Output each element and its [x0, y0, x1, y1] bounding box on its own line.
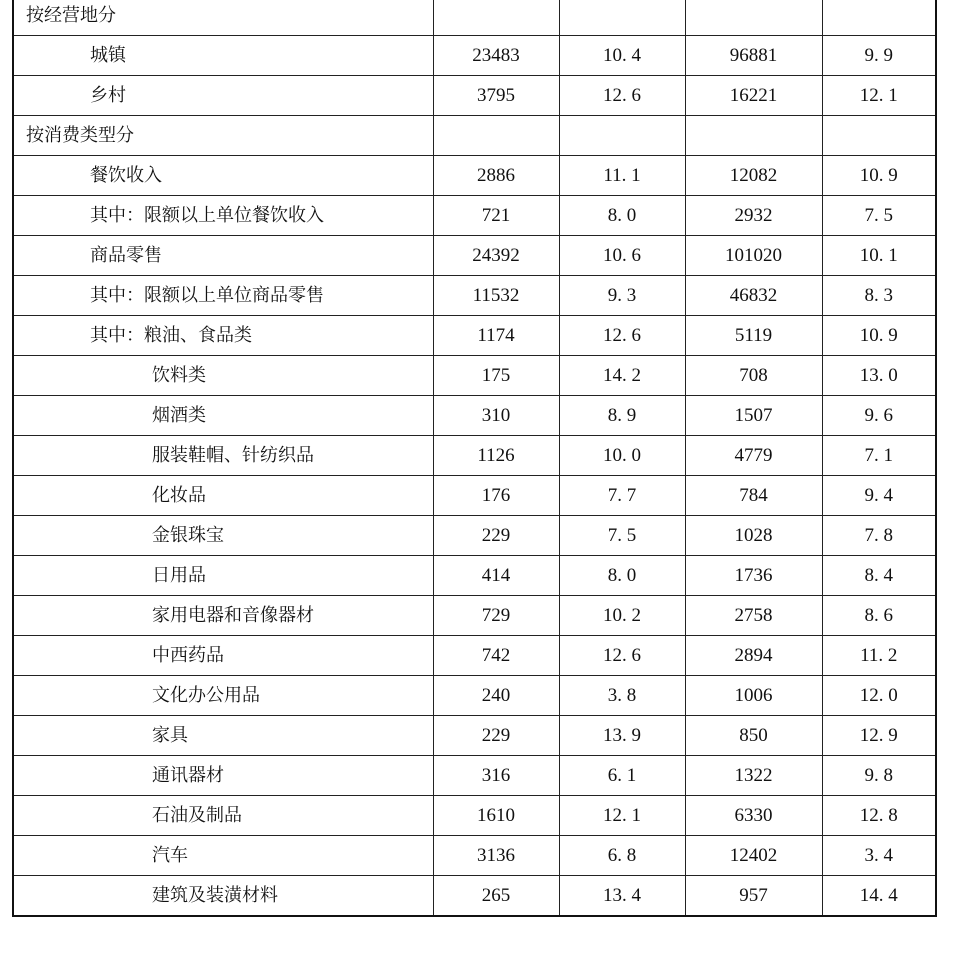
value-cell-col3: 5119 [685, 316, 822, 356]
value-cell-col2: 7. 5 [559, 516, 685, 556]
value-cell-col4: 9. 6 [822, 396, 936, 436]
table-row [13, 36, 936, 76]
table-row [13, 156, 936, 196]
table-row [13, 756, 936, 796]
value-cell-col1: 2886 [433, 156, 559, 196]
value-cell-col1: 310 [433, 396, 559, 436]
value-cell-col3: 12402 [685, 836, 822, 876]
value-cell-col1: 414 [433, 556, 559, 596]
value-cell-col2: 13. 9 [559, 716, 685, 756]
value-cell-col2: 12. 6 [559, 316, 685, 356]
value-cell-col3: 850 [685, 716, 822, 756]
row-label: 其中：限额以上单位餐饮收入 [13, 196, 433, 236]
value-cell-col4: 12. 1 [822, 76, 936, 116]
value-cell-col1: 3795 [433, 76, 559, 116]
value-cell-col4: 12. 8 [822, 796, 936, 836]
value-cell-col1: 11532 [433, 276, 559, 316]
table-row [13, 316, 936, 356]
statistics-table [12, 0, 937, 917]
value-cell-col3: 16221 [685, 76, 822, 116]
table-row [13, 0, 936, 36]
row-label: 文化办公用品 [13, 676, 433, 716]
value-cell-col2: 12. 6 [559, 76, 685, 116]
row-label: 化妆品 [13, 476, 433, 516]
value-cell-col2: 8. 0 [559, 196, 685, 236]
table-row [13, 716, 936, 756]
value-cell-col4: 12. 9 [822, 716, 936, 756]
value-cell-col2: 11. 1 [559, 156, 685, 196]
value-cell-col1: 1126 [433, 436, 559, 476]
value-cell-col2: 10. 2 [559, 596, 685, 636]
table-row [13, 556, 936, 596]
table-row [13, 396, 936, 436]
row-label: 餐饮收入 [13, 156, 433, 196]
value-cell-col4 [822, 116, 936, 156]
value-cell-col3: 2894 [685, 636, 822, 676]
value-cell-col3: 101020 [685, 236, 822, 276]
table-row [13, 236, 936, 276]
table-row [13, 196, 936, 236]
value-cell-col2: 7. 7 [559, 476, 685, 516]
value-cell-col1: 175 [433, 356, 559, 396]
row-label: 按消费类型分 [13, 116, 433, 156]
value-cell-col2: 9. 3 [559, 276, 685, 316]
row-label: 饮料类 [13, 356, 433, 396]
value-cell-col3: 46832 [685, 276, 822, 316]
row-label: 商品零售 [13, 236, 433, 276]
table-body [13, 0, 936, 916]
row-label: 金银珠宝 [13, 516, 433, 556]
row-label: 其中：粮油、食品类 [13, 316, 433, 356]
row-label: 烟酒类 [13, 396, 433, 436]
value-cell-col1 [433, 0, 559, 36]
value-cell-col3 [685, 0, 822, 36]
table-row [13, 116, 936, 156]
value-cell-col2: 3. 8 [559, 676, 685, 716]
table-row [13, 796, 936, 836]
value-cell-col1: 1610 [433, 796, 559, 836]
row-label: 按经营地分 [13, 0, 433, 36]
value-cell-col4: 9. 8 [822, 756, 936, 796]
value-cell-col4: 11. 2 [822, 636, 936, 676]
value-cell-col1: 3136 [433, 836, 559, 876]
value-cell-col2: 13. 4 [559, 876, 685, 917]
value-cell-col3: 1736 [685, 556, 822, 596]
table-row [13, 636, 936, 676]
value-cell-col2 [559, 0, 685, 36]
value-cell-col3: 957 [685, 876, 822, 917]
value-cell-col3 [685, 116, 822, 156]
table-row [13, 436, 936, 476]
value-cell-col2: 12. 6 [559, 636, 685, 676]
value-cell-col2: 6. 1 [559, 756, 685, 796]
table-row [13, 516, 936, 556]
value-cell-col1: 23483 [433, 36, 559, 76]
value-cell-col1: 229 [433, 516, 559, 556]
row-label: 家具 [13, 716, 433, 756]
value-cell-col4: 12. 0 [822, 676, 936, 716]
table-row [13, 676, 936, 716]
value-cell-col2: 6. 8 [559, 836, 685, 876]
value-cell-col1: 721 [433, 196, 559, 236]
row-label: 城镇 [13, 36, 433, 76]
table-row [13, 356, 936, 396]
row-label: 服装鞋帽、针纺织品 [13, 436, 433, 476]
value-cell-col4: 8. 4 [822, 556, 936, 596]
value-cell-col2 [559, 116, 685, 156]
table-row [13, 476, 936, 516]
value-cell-col3: 96881 [685, 36, 822, 76]
value-cell-col4: 10. 9 [822, 316, 936, 356]
value-cell-col4: 8. 6 [822, 596, 936, 636]
row-label: 家用电器和音像器材 [13, 596, 433, 636]
value-cell-col1: 265 [433, 876, 559, 917]
value-cell-col4: 7. 8 [822, 516, 936, 556]
value-cell-col1: 229 [433, 716, 559, 756]
value-cell-col3: 1322 [685, 756, 822, 796]
value-cell-col2: 10. 6 [559, 236, 685, 276]
value-cell-col1: 176 [433, 476, 559, 516]
value-cell-col3: 2932 [685, 196, 822, 236]
value-cell-col1: 729 [433, 596, 559, 636]
value-cell-col3: 1028 [685, 516, 822, 556]
row-label: 乡村 [13, 76, 433, 116]
value-cell-col2: 10. 0 [559, 436, 685, 476]
row-label: 中西药品 [13, 636, 433, 676]
table-row [13, 596, 936, 636]
value-cell-col2: 14. 2 [559, 356, 685, 396]
value-cell-col3: 2758 [685, 596, 822, 636]
value-cell-col4: 9. 9 [822, 36, 936, 76]
table-row [13, 76, 936, 116]
table-row [13, 876, 936, 917]
value-cell-col1: 1174 [433, 316, 559, 356]
row-label: 建筑及装潢材料 [13, 876, 433, 917]
value-cell-col2: 10. 4 [559, 36, 685, 76]
value-cell-col1: 742 [433, 636, 559, 676]
value-cell-col3: 4779 [685, 436, 822, 476]
value-cell-col4: 9. 4 [822, 476, 936, 516]
value-cell-col4: 8. 3 [822, 276, 936, 316]
value-cell-col1 [433, 116, 559, 156]
value-cell-col3: 708 [685, 356, 822, 396]
value-cell-col4: 13. 0 [822, 356, 936, 396]
table-row [13, 836, 936, 876]
table-row [13, 276, 936, 316]
value-cell-col2: 8. 0 [559, 556, 685, 596]
value-cell-col1: 24392 [433, 236, 559, 276]
value-cell-col1: 316 [433, 756, 559, 796]
value-cell-col4: 10. 1 [822, 236, 936, 276]
value-cell-col3: 1006 [685, 676, 822, 716]
value-cell-col2: 12. 1 [559, 796, 685, 836]
row-label: 其中：限额以上单位商品零售 [13, 276, 433, 316]
value-cell-col4 [822, 0, 936, 36]
value-cell-col3: 6330 [685, 796, 822, 836]
row-label: 汽车 [13, 836, 433, 876]
value-cell-col3: 12082 [685, 156, 822, 196]
value-cell-col4: 7. 5 [822, 196, 936, 236]
value-cell-col4: 3. 4 [822, 836, 936, 876]
row-label: 日用品 [13, 556, 433, 596]
value-cell-col3: 1507 [685, 396, 822, 436]
value-cell-col4: 10. 9 [822, 156, 936, 196]
value-cell-col4: 7. 1 [822, 436, 936, 476]
value-cell-col2: 8. 9 [559, 396, 685, 436]
value-cell-col1: 240 [433, 676, 559, 716]
row-label: 石油及制品 [13, 796, 433, 836]
row-label: 通讯器材 [13, 756, 433, 796]
value-cell-col3: 784 [685, 476, 822, 516]
value-cell-col4: 14. 4 [822, 876, 936, 917]
